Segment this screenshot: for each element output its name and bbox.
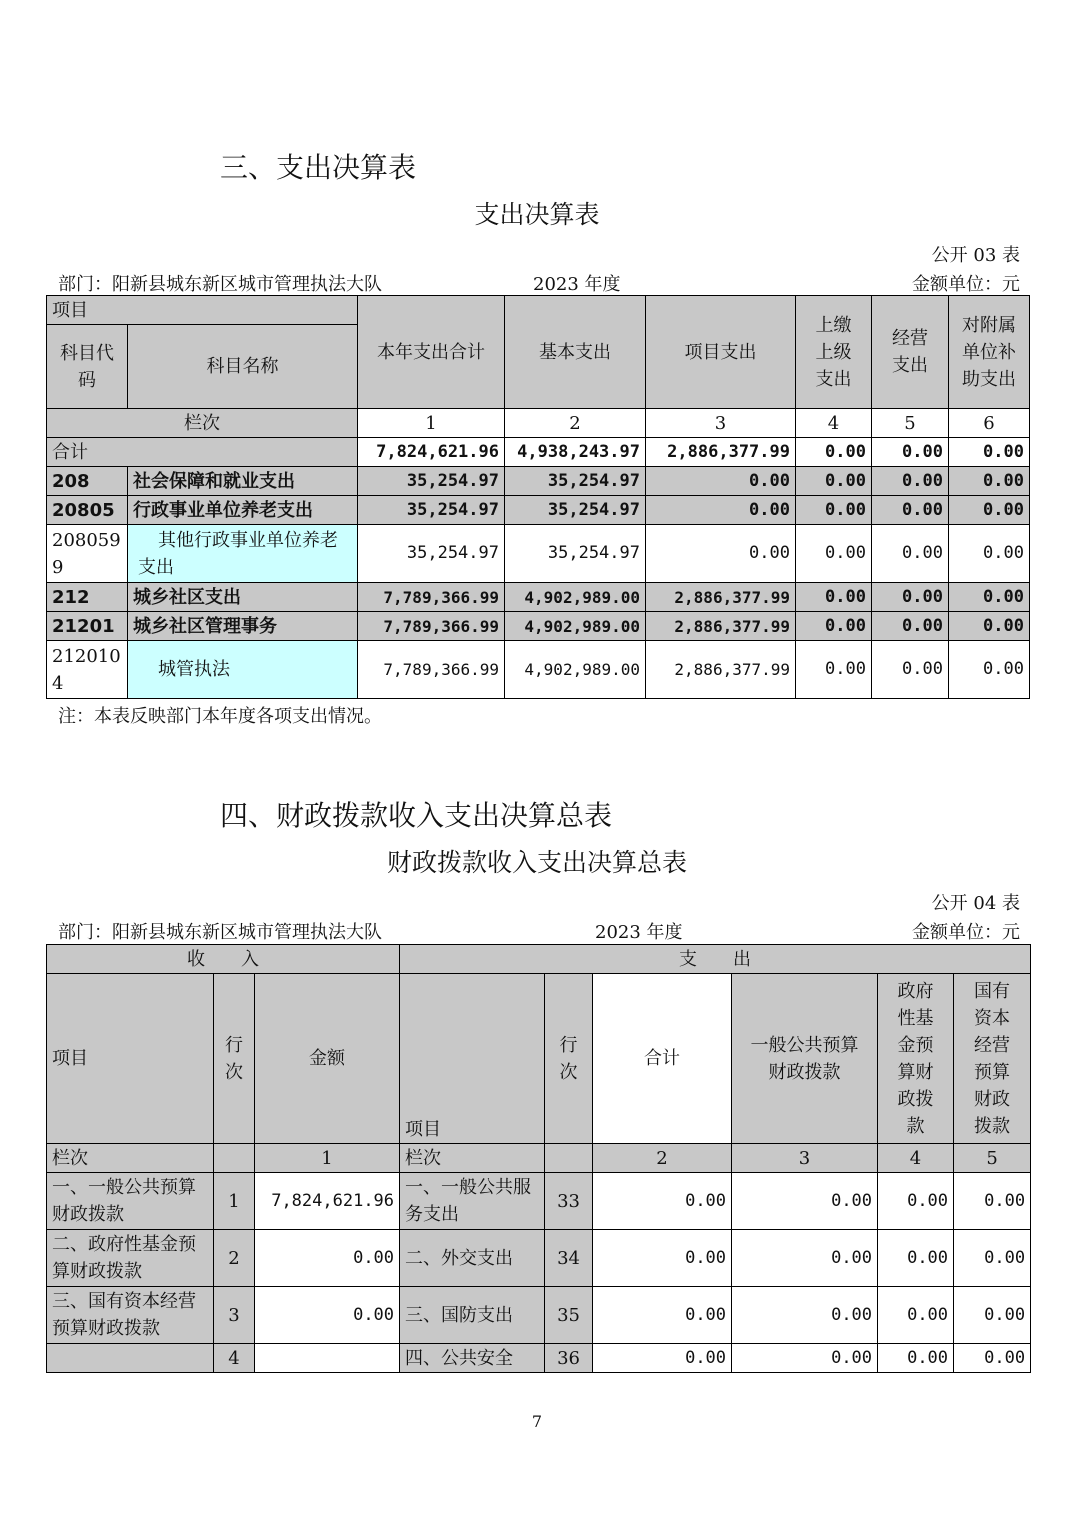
table-row [47, 525, 1030, 583]
row-name: 社会保障和就业支出 [128, 467, 358, 496]
total-row [47, 438, 1030, 467]
expense-line: 36 [545, 1344, 593, 1373]
row-code: 20805 [47, 496, 128, 525]
table-row [47, 1230, 1031, 1287]
cell: 0.00 [593, 1344, 732, 1373]
expense-item: 一、一般公共服务支出 [400, 1173, 545, 1230]
col-num: 3 [732, 1144, 878, 1173]
cell: 7,824,621.96 [358, 438, 505, 467]
col-num [545, 1144, 593, 1173]
cell: 35,254.97 [358, 496, 505, 525]
header-basic: 基本支出 [505, 296, 646, 409]
cell: 2,886,377.99 [646, 641, 796, 699]
income-line: 2 [214, 1230, 255, 1287]
fiscal-summary-table [46, 944, 1031, 1373]
income-amount: 0.00 [255, 1230, 400, 1287]
expense-item: 四、公共安全 [400, 1344, 545, 1373]
row-name: 城管执法 [128, 641, 358, 699]
header-amount: 金额 [255, 974, 400, 1144]
expenditure-table [46, 295, 1030, 699]
income-amount: 7,824,621.96 [255, 1173, 400, 1230]
section3-table-code: 公开 03 表 [931, 245, 1020, 266]
income-item: 一、一般公共预算财政拨款 [47, 1173, 214, 1230]
cell: 7,789,366.99 [358, 612, 505, 641]
cell: 35,254.97 [505, 525, 646, 583]
cell: 7,789,366.99 [358, 641, 505, 699]
row-code: 208 [47, 467, 128, 496]
header-total: 本年支出合计 [358, 296, 505, 409]
table-row [47, 583, 1030, 612]
cell: 0.00 [949, 438, 1030, 467]
cell: 0.00 [872, 438, 949, 467]
header-sum: 合计 [593, 974, 732, 1144]
cell: 4,902,989.00 [505, 641, 646, 699]
expense-line: 34 [545, 1230, 593, 1287]
col-num: 4 [796, 409, 872, 438]
header-fund: 政府性基金预算财政拨款 [878, 974, 954, 1144]
cell: 0.00 [878, 1230, 954, 1287]
header-project-expense: 项目支出 [646, 296, 796, 409]
header-business: 经营支出 [872, 296, 949, 409]
cell: 0.00 [732, 1173, 878, 1230]
col-num: 6 [949, 409, 1030, 438]
income-line: 3 [214, 1287, 255, 1344]
cell: 4,902,989.00 [505, 583, 646, 612]
cell: 2,886,377.99 [646, 612, 796, 641]
col-label: 栏次 [47, 409, 358, 438]
section3-year: 2023 年度 [533, 274, 621, 295]
cell: 0.00 [878, 1173, 954, 1230]
income-amount [255, 1344, 400, 1373]
cell: 0.00 [796, 438, 872, 467]
header-expense: 支 出 [400, 945, 1031, 974]
cell: 35,254.97 [505, 496, 646, 525]
header-income: 收 入 [47, 945, 400, 974]
header-code: 科目代码 [47, 325, 128, 409]
section4-table-title: 财政拨款收入支出决算总表 [386, 848, 687, 877]
cell: 0.00 [954, 1230, 1031, 1287]
table-row [47, 496, 1030, 525]
row-name: 城乡社区管理事务 [128, 612, 358, 641]
header-name: 科目名称 [128, 325, 358, 409]
header-income-item: 项目 [47, 974, 214, 1144]
cell: 0.00 [949, 583, 1030, 612]
col-num: 5 [872, 409, 949, 438]
section4-year: 2023 年度 [595, 922, 683, 943]
cell: 0.00 [872, 612, 949, 641]
cell: 0.00 [732, 1230, 878, 1287]
cell: 0.00 [732, 1287, 878, 1344]
row-name: 行政事业单位养老支出 [128, 496, 358, 525]
cell: 35,254.97 [505, 467, 646, 496]
cell: 0.00 [949, 467, 1030, 496]
cell: 0.00 [796, 467, 872, 496]
cell: 2,886,377.99 [646, 583, 796, 612]
col-label: 栏次 [400, 1144, 545, 1173]
cell: 0.00 [872, 525, 949, 583]
cell: 4,902,989.00 [505, 612, 646, 641]
cell: 0.00 [796, 641, 872, 699]
header-upper: 上缴上级支出 [796, 296, 872, 409]
section4-department: 部门：阳新县城东新区城市管理执法大队 [58, 922, 382, 943]
cell: 35,254.97 [358, 525, 505, 583]
table-row [47, 641, 1030, 699]
row-code: 212 [47, 583, 128, 612]
cell: 0.00 [954, 1173, 1031, 1230]
table-row [47, 1287, 1031, 1344]
cell: 7,789,366.99 [358, 583, 505, 612]
header-project: 项目 [47, 296, 358, 325]
row-code: 21201 [47, 612, 128, 641]
table-row [47, 1173, 1031, 1230]
cell: 0.00 [796, 496, 872, 525]
income-amount: 0.00 [255, 1287, 400, 1344]
col-num: 1 [358, 409, 505, 438]
cell: 0.00 [949, 641, 1030, 699]
cell: 2,886,377.99 [646, 438, 796, 467]
cell: 0.00 [954, 1344, 1031, 1373]
table-row [47, 467, 1030, 496]
section3-heading: 三、支出决算表 [220, 151, 417, 184]
row-name: 其他行政事业单位养老支出 [128, 525, 358, 583]
expense-line: 33 [545, 1173, 593, 1230]
section3-unit: 金额单位：元 [912, 274, 1020, 295]
cell: 0.00 [949, 496, 1030, 525]
cell: 0.00 [796, 583, 872, 612]
col-num: 5 [954, 1144, 1031, 1173]
cell: 0.00 [646, 496, 796, 525]
section4-heading: 四、财政拨款收入支出决算总表 [220, 799, 613, 832]
col-label: 栏次 [47, 1144, 214, 1173]
section3-table-title: 支出决算表 [474, 200, 600, 229]
cell: 0.00 [954, 1287, 1031, 1344]
col-num: 2 [505, 409, 646, 438]
cell: 0.00 [872, 467, 949, 496]
section4-table-code: 公开 04 表 [931, 893, 1020, 914]
cell: 0.00 [872, 583, 949, 612]
total-label: 合计 [47, 438, 358, 467]
col-num: 2 [593, 1144, 732, 1173]
cell: 0.00 [796, 612, 872, 641]
expense-item: 三、国防支出 [400, 1287, 545, 1344]
row-name: 城乡社区支出 [128, 583, 358, 612]
section4-unit: 金额单位：元 [912, 922, 1020, 943]
expense-line: 35 [545, 1287, 593, 1344]
income-line: 1 [214, 1173, 255, 1230]
row-code: 2120104 [47, 641, 128, 699]
cell: 4,938,243.97 [505, 438, 646, 467]
cell: 0.00 [878, 1287, 954, 1344]
header-state: 国有资本经营预算财政拨款 [954, 974, 1031, 1144]
header-expense-item: 项目 [400, 974, 545, 1144]
cell: 0.00 [796, 525, 872, 583]
cell: 0.00 [593, 1230, 732, 1287]
header-expense-line: 行次 [545, 974, 593, 1144]
cell: 0.00 [732, 1344, 878, 1373]
page-number: 7 [531, 1412, 543, 1431]
cell: 35,254.97 [358, 467, 505, 496]
cell: 0.00 [872, 641, 949, 699]
cell: 0.00 [949, 612, 1030, 641]
col-num: 3 [646, 409, 796, 438]
section3-note: 注：本表反映部门本年度各项支出情况。 [58, 706, 382, 727]
income-item: 二、政府性基金预算财政拨款 [47, 1230, 214, 1287]
cell: 0.00 [593, 1173, 732, 1230]
header-general: 一般公共预算财政拨款 [732, 974, 878, 1144]
col-num [214, 1144, 255, 1173]
header-subsidy: 对附属单位补助支出 [949, 296, 1030, 409]
income-item: 三、国有资本经营预算财政拨款 [47, 1287, 214, 1344]
cell: 0.00 [646, 525, 796, 583]
col-num: 1 [255, 1144, 400, 1173]
income-item [47, 1344, 214, 1373]
header-income-line: 行次 [214, 974, 255, 1144]
expense-item: 二、外交支出 [400, 1230, 545, 1287]
cell: 0.00 [949, 525, 1030, 583]
table-row [47, 1344, 1031, 1373]
cell: 0.00 [593, 1287, 732, 1344]
table-row [47, 612, 1030, 641]
section3-department: 部门：阳新县城东新区城市管理执法大队 [58, 274, 382, 295]
cell: 0.00 [878, 1344, 954, 1373]
col-num: 4 [878, 1144, 954, 1173]
income-line: 4 [214, 1344, 255, 1373]
cell: 0.00 [646, 467, 796, 496]
row-code: 2080599 [47, 525, 128, 583]
cell: 0.00 [872, 496, 949, 525]
